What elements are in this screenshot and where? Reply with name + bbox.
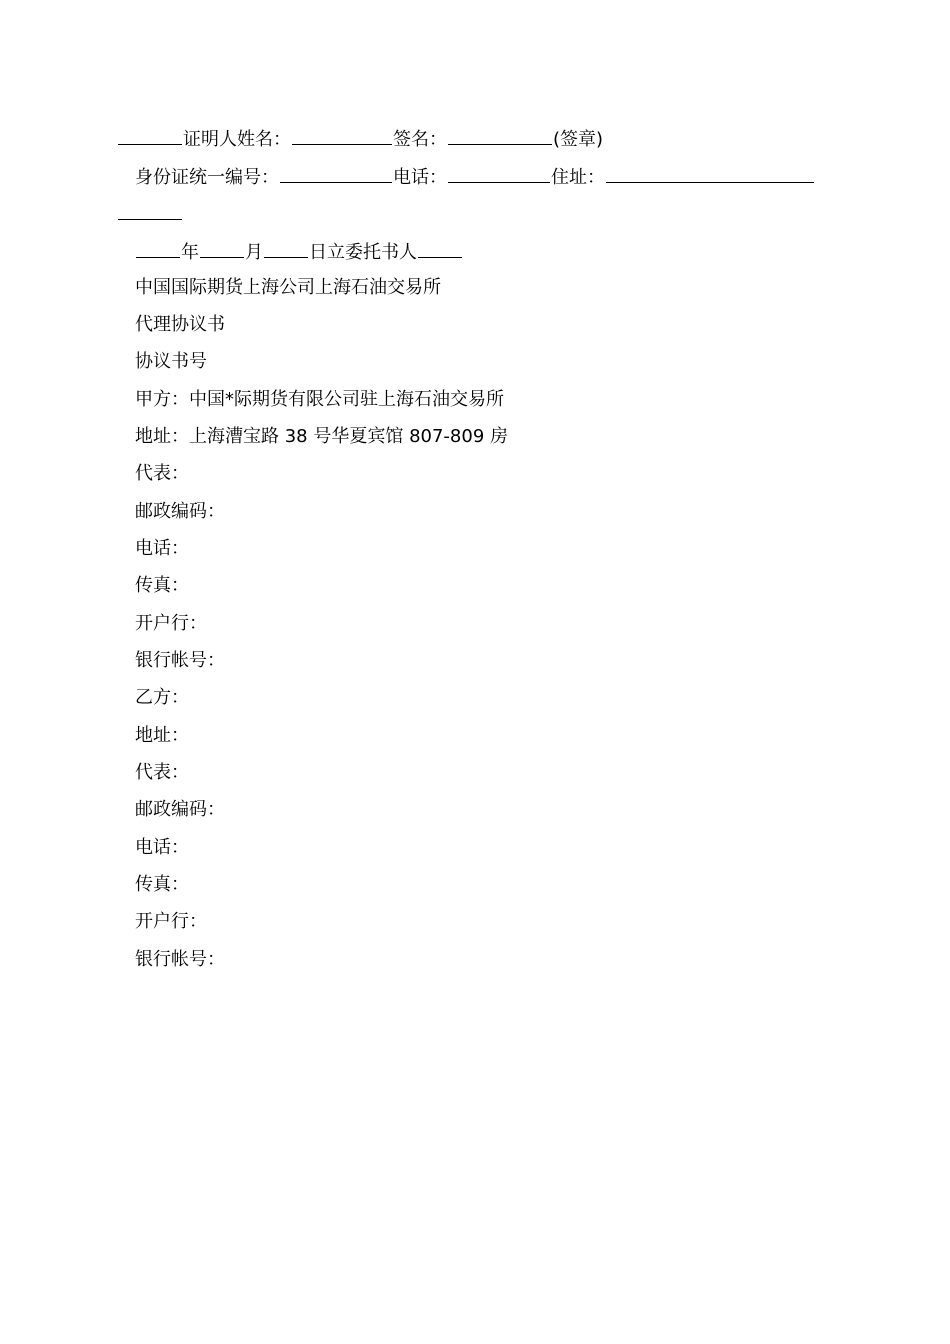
address-label: 住址：: [551, 167, 605, 188]
witness-line: [117, 126, 603, 152]
party-b-fax: 传真：: [135, 874, 189, 895]
party-b-address: 地址：: [135, 725, 189, 746]
phone-blank: [448, 164, 550, 183]
agreement-number: 协议书号: [135, 351, 207, 372]
id-number-label: 身份证统一编号：: [135, 167, 279, 188]
id-line: [135, 164, 815, 190]
party-a-phone: 电话：: [135, 538, 189, 559]
party-b-phone: 电话：: [135, 837, 189, 858]
party-a-account: 银行帐号：: [135, 650, 225, 671]
party-a: 甲方：中国*际期货有限公司驻上海石油交易所: [135, 389, 504, 410]
id-number-blank: [280, 164, 392, 183]
address-continuation: [117, 201, 183, 227]
year-label: 年: [181, 242, 199, 263]
year-blank: [136, 239, 180, 258]
party-a-bank: 开户行：: [135, 613, 207, 634]
month-blank: [200, 239, 244, 258]
seal-label: (签章): [553, 129, 604, 150]
day-blank: [264, 239, 308, 258]
month-label: 月: [245, 242, 263, 263]
company-heading: 中国国际期货上海公司上海石油交易所: [135, 277, 441, 298]
address-blank-continued: [118, 201, 182, 220]
party-b: 乙方：: [135, 687, 189, 708]
witness-name-label: 证明人姓名：: [183, 129, 291, 150]
party-a-fax: 传真：: [135, 575, 189, 596]
principal-blank: [418, 239, 462, 258]
document-title: 代理协议书: [135, 314, 225, 335]
party-a-postcode: 邮政编码：: [135, 501, 225, 522]
day-sign-label: 日立委托书人: [309, 242, 417, 263]
blank-line: [118, 126, 182, 145]
signature-label: 签名：: [393, 129, 447, 150]
party-b-postcode: 邮政编码：: [135, 799, 225, 820]
witness-name-blank: [292, 126, 392, 145]
party-a-representative: 代表：: [135, 463, 189, 484]
party-b-bank: 开户行：: [135, 911, 207, 932]
signature-blank: [448, 126, 552, 145]
party-a-address: 地址：上海漕宝路 38 号华夏宾馆 807-809 房: [135, 426, 508, 447]
party-b-account: 银行帐号：: [135, 949, 225, 970]
party-b-representative: 代表：: [135, 762, 189, 783]
phone-label: 电话：: [393, 167, 447, 188]
address-blank: [606, 164, 814, 183]
date-line: [135, 239, 463, 265]
